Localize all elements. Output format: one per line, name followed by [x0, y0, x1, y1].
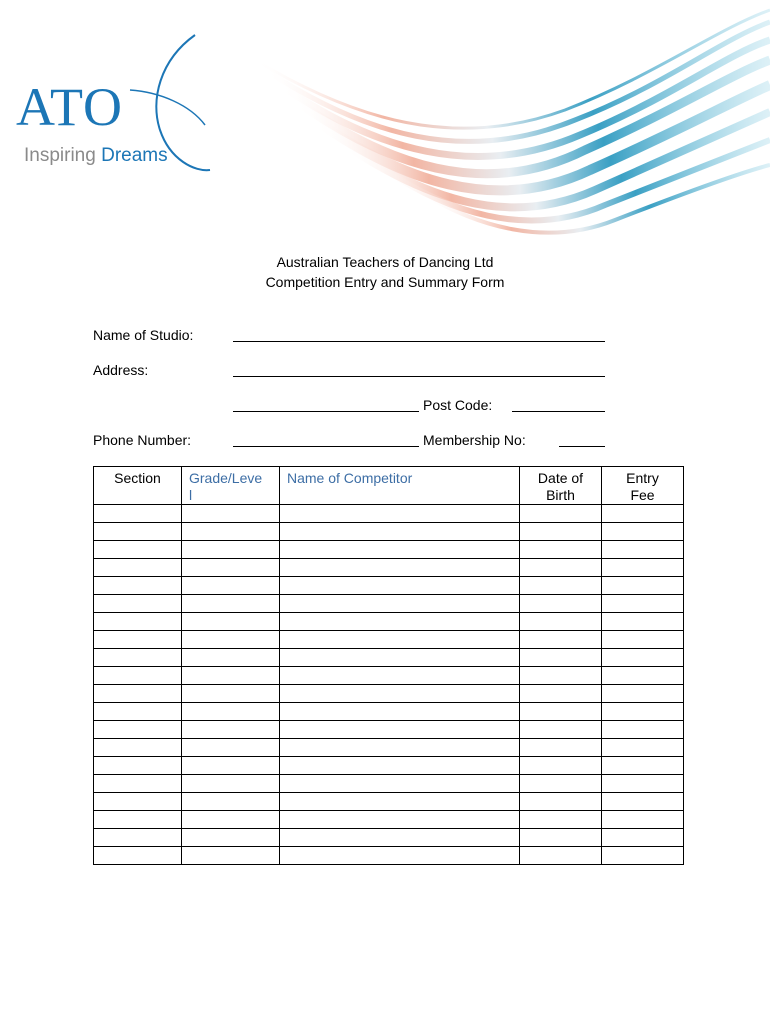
grade-level-cell[interactable]: [182, 829, 280, 847]
section-cell[interactable]: [94, 631, 182, 649]
grade-level-cell[interactable]: [182, 685, 280, 703]
section-cell[interactable]: [94, 577, 182, 595]
entry-fee-cell[interactable]: [602, 829, 684, 847]
date-of-birth-cell[interactable]: [520, 559, 602, 577]
entry-fee-cell[interactable]: [602, 523, 684, 541]
competitor-name-cell[interactable]: [280, 649, 520, 667]
section-cell[interactable]: [94, 703, 182, 721]
postcode-label: Post Code:: [423, 397, 493, 413]
section-cell[interactable]: [94, 541, 182, 559]
grade-level-cell[interactable]: [182, 559, 280, 577]
section-cell[interactable]: [94, 685, 182, 703]
entry-fee-cell[interactable]: [602, 811, 684, 829]
column-header-line: l: [189, 487, 193, 503]
address-label: Address:: [93, 362, 149, 378]
entry-fee-cell[interactable]: [602, 757, 684, 775]
column-header-competitor-name: [280, 467, 520, 505]
section-cell[interactable]: [94, 649, 182, 667]
table-row: [94, 577, 684, 595]
table-row: [94, 631, 684, 649]
entry-fee-cell[interactable]: [602, 703, 684, 721]
column-header-section: [94, 467, 182, 505]
column-header-grade-level: [182, 467, 280, 505]
competitor-name-cell[interactable]: [280, 757, 520, 775]
date-of-birth-cell[interactable]: [520, 757, 602, 775]
date-of-birth-cell[interactable]: [520, 847, 602, 865]
date-of-birth-cell[interactable]: [520, 523, 602, 541]
grade-level-cell[interactable]: [182, 523, 280, 541]
table-row: [94, 523, 684, 541]
date-of-birth-cell[interactable]: [520, 775, 602, 793]
membership-label: Membership No:: [423, 432, 526, 448]
table-row: [94, 541, 684, 559]
decorative-swoosh-graphic: [235, 0, 770, 250]
date-of-birth-cell[interactable]: [520, 613, 602, 631]
section-cell[interactable]: [94, 523, 182, 541]
tagline-accent: Dreams: [101, 145, 168, 166]
grade-level-cell[interactable]: [182, 505, 280, 523]
grade-level-cell[interactable]: [182, 793, 280, 811]
table-row: [94, 829, 684, 847]
competitor-entry-table: [93, 466, 684, 865]
logo-wordmark: ATO: [16, 77, 124, 137]
phone-field[interactable]: [233, 446, 419, 447]
entry-fee-cell[interactable]: [602, 595, 684, 613]
entry-fee-cell[interactable]: [602, 793, 684, 811]
entry-fee-cell[interactable]: [602, 541, 684, 559]
membership-field[interactable]: [559, 446, 605, 447]
column-header-line: Fee: [630, 487, 655, 503]
entry-fee-cell[interactable]: [602, 667, 684, 685]
date-of-birth-cell[interactable]: [520, 577, 602, 595]
competitor-name-cell[interactable]: [280, 505, 520, 523]
column-header-date-of-birth: [520, 467, 602, 505]
organisation-name: Australian Teachers of Dancing Ltd: [276, 254, 494, 270]
competitor-name-cell[interactable]: [280, 595, 520, 613]
grade-level-cell[interactable]: [182, 721, 280, 739]
form-title: [0, 252, 770, 292]
table-row: [94, 559, 684, 577]
column-header-line: Entry: [626, 470, 659, 486]
competitor-name-cell[interactable]: [280, 559, 520, 577]
table-body: [94, 505, 684, 865]
section-cell[interactable]: [94, 667, 182, 685]
competitor-name-cell[interactable]: [280, 775, 520, 793]
postcode-field[interactable]: [512, 411, 605, 412]
competitor-name-cell[interactable]: [280, 721, 520, 739]
entry-fee-cell[interactable]: [602, 649, 684, 667]
table-row: [94, 847, 684, 865]
date-of-birth-cell[interactable]: [520, 631, 602, 649]
grade-level-cell[interactable]: [182, 775, 280, 793]
competitor-name-cell[interactable]: [280, 739, 520, 757]
grade-level-cell[interactable]: [182, 667, 280, 685]
grade-level-cell[interactable]: [182, 577, 280, 595]
entry-fee-cell[interactable]: [602, 631, 684, 649]
table-row: [94, 793, 684, 811]
competitor-name-cell[interactable]: [280, 847, 520, 865]
table-row: [94, 685, 684, 703]
table-row: [94, 613, 684, 631]
studio-label: Name of Studio:: [93, 327, 194, 343]
table-row: [94, 721, 684, 739]
date-of-birth-cell[interactable]: [520, 649, 602, 667]
grade-level-cell[interactable]: [182, 739, 280, 757]
entry-fee-cell[interactable]: [602, 685, 684, 703]
entry-fee-cell[interactable]: [602, 559, 684, 577]
date-of-birth-cell[interactable]: [520, 685, 602, 703]
entry-fee-cell[interactable]: [602, 721, 684, 739]
date-of-birth-cell[interactable]: [520, 667, 602, 685]
form-name: Competition Entry and Summary Form: [265, 274, 505, 290]
grade-level-cell[interactable]: [182, 811, 280, 829]
section-cell[interactable]: [94, 811, 182, 829]
table-row: [94, 595, 684, 613]
section-cell[interactable]: [94, 793, 182, 811]
address-field[interactable]: [233, 376, 605, 377]
competitor-name-cell[interactable]: [280, 613, 520, 631]
section-cell[interactable]: [94, 613, 182, 631]
date-of-birth-cell[interactable]: [520, 505, 602, 523]
section-cell[interactable]: [94, 559, 182, 577]
date-of-birth-cell[interactable]: [520, 541, 602, 559]
grade-level-cell[interactable]: [182, 595, 280, 613]
grade-level-cell[interactable]: [182, 703, 280, 721]
address-line-2-field[interactable]: [233, 411, 419, 412]
table-row: [94, 775, 684, 793]
column-header-line: Section: [114, 470, 161, 486]
table-row: [94, 757, 684, 775]
entry-fee-cell[interactable]: [602, 505, 684, 523]
table-row: [94, 667, 684, 685]
date-of-birth-cell[interactable]: [520, 721, 602, 739]
column-header-line: Birth: [546, 487, 575, 503]
date-of-birth-cell[interactable]: [520, 703, 602, 721]
competitor-name-cell[interactable]: [280, 667, 520, 685]
column-header-line: Grade/Leve: [189, 470, 263, 486]
grade-level-cell[interactable]: [182, 631, 280, 649]
column-header-line: Name of Competitor: [287, 470, 413, 486]
entry-fee-cell[interactable]: [602, 847, 684, 865]
competitor-name-cell[interactable]: [280, 829, 520, 847]
date-of-birth-cell[interactable]: [520, 811, 602, 829]
date-of-birth-cell[interactable]: [520, 829, 602, 847]
competitor-name-cell[interactable]: [280, 631, 520, 649]
table-row: [94, 739, 684, 757]
table-header-row: [94, 467, 684, 505]
column-header-line: Date of: [537, 470, 584, 486]
section-cell[interactable]: [94, 739, 182, 757]
competitor-name-cell[interactable]: [280, 685, 520, 703]
section-cell[interactable]: [94, 505, 182, 523]
entry-fee-cell[interactable]: [602, 577, 684, 595]
date-of-birth-cell[interactable]: [520, 739, 602, 757]
table-row: [94, 811, 684, 829]
table-row: [94, 649, 684, 667]
competitor-name-cell[interactable]: [280, 811, 520, 829]
entry-fee-cell[interactable]: [602, 613, 684, 631]
section-cell[interactable]: [94, 847, 182, 865]
phone-label: Phone Number:: [93, 432, 192, 448]
table-row: [94, 703, 684, 721]
competitor-name-cell[interactable]: [280, 541, 520, 559]
table-row: [94, 505, 684, 523]
section-cell[interactable]: [94, 595, 182, 613]
section-cell[interactable]: [94, 757, 182, 775]
grade-level-cell[interactable]: [182, 613, 280, 631]
date-of-birth-cell[interactable]: [520, 595, 602, 613]
competitor-name-cell[interactable]: [280, 793, 520, 811]
grade-level-cell[interactable]: [182, 541, 280, 559]
date-of-birth-cell[interactable]: [520, 793, 602, 811]
grade-level-cell[interactable]: [182, 649, 280, 667]
competitor-name-cell[interactable]: [280, 523, 520, 541]
entry-fee-cell[interactable]: [602, 739, 684, 757]
entry-fee-cell[interactable]: [602, 775, 684, 793]
tagline-prefix: Inspiring: [24, 145, 102, 166]
grade-level-cell[interactable]: [182, 757, 280, 775]
competitor-name-cell[interactable]: [280, 703, 520, 721]
logo-tagline: [24, 145, 168, 167]
column-header-entry-fee: [602, 467, 684, 505]
studio-name-field[interactable]: [233, 341, 605, 342]
competitor-name-cell[interactable]: [280, 577, 520, 595]
grade-level-cell[interactable]: [182, 847, 280, 865]
section-cell[interactable]: [94, 829, 182, 847]
section-cell[interactable]: [94, 775, 182, 793]
section-cell[interactable]: [94, 721, 182, 739]
